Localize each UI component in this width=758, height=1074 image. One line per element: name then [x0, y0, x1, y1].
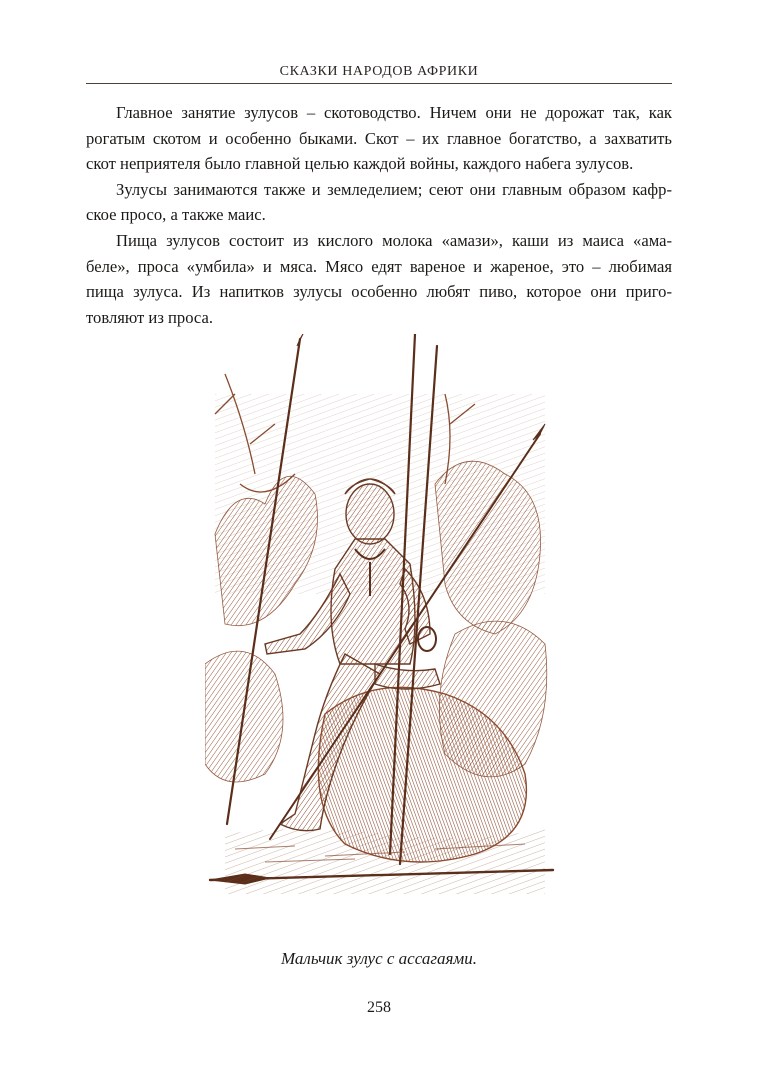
figure-caption: Мальчик зулус с ассагаями. [281, 949, 477, 968]
paragraph [86, 228, 672, 330]
text-line: Пища зулусов состоит из кислого молока «амази», каши из маиса «ама- [116, 230, 672, 250]
text-line: пища зулуса. Из напитков зулусы особенно любят пиво, которое они приго- [86, 282, 672, 302]
text-line: товляют из проса. [86, 307, 213, 327]
running-head: СКАЗКИ НАРОДОВ АФРИКИ [279, 64, 479, 79]
text-line: ское просо, а также маис. [86, 205, 266, 225]
text-line: скот неприятеля было главной целью каждой войны, каждого набега зулусов. [86, 154, 634, 174]
text-line: Зулусы занимаются также и земледелием; сеют они главным образом кафр- [116, 179, 672, 199]
text-line: Главное занятие зулусов – скотоводство. Ничем они не дорожат так, как [116, 103, 672, 122]
engraving-illustration [205, 334, 557, 906]
text-line: рогатым скотом и особенно быками. Скот – их главное богатство, а захватить [86, 128, 672, 148]
paragraph [86, 177, 672, 228]
page-number: 258 [367, 999, 391, 1016]
text-line: беле», проса «умбила» и мяса. Мясо едят вареное и жареное, это – любимая [86, 256, 672, 276]
body-text [86, 100, 672, 330]
header-rule [86, 83, 672, 84]
paragraph [86, 100, 672, 177]
